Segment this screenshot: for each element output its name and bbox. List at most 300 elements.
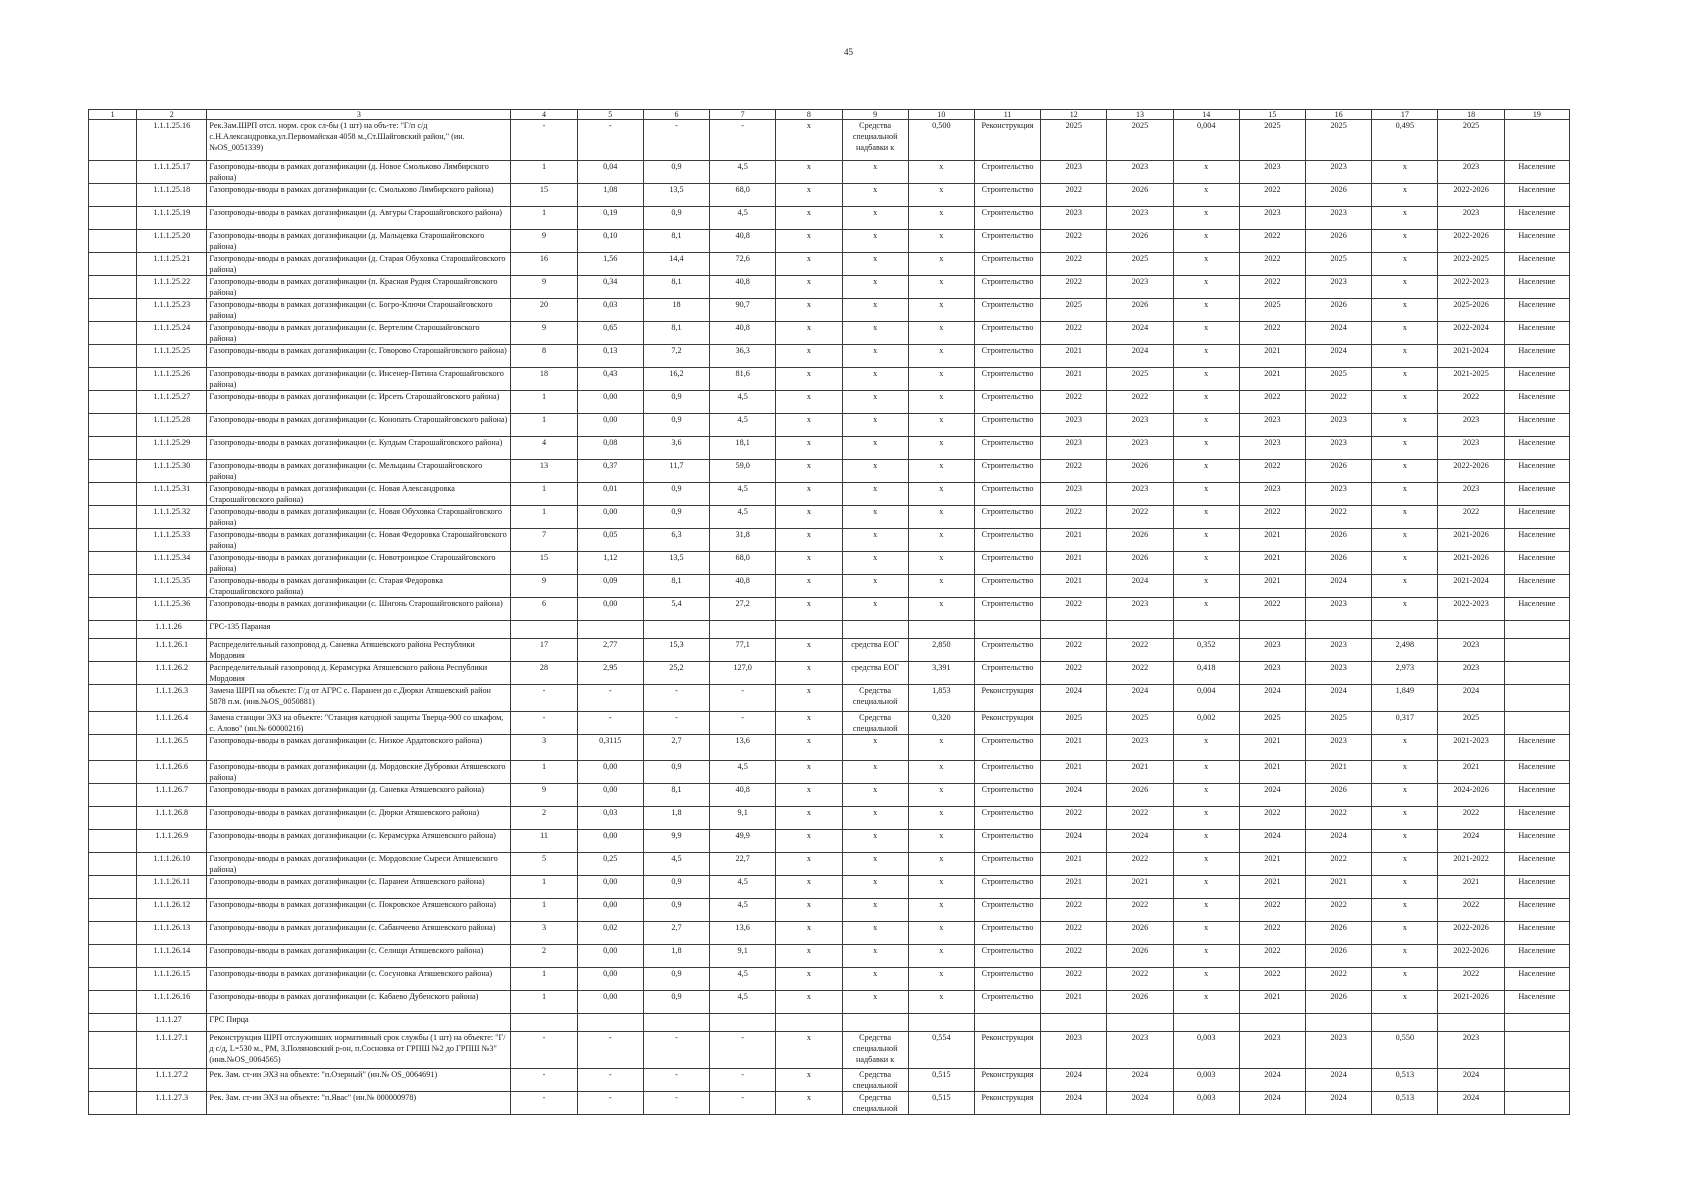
cell-code: 1.1.1.25.20 <box>137 230 207 253</box>
cell-beneficiary: Население <box>1504 230 1569 253</box>
cell-c5: - <box>577 120 643 161</box>
cell-c6: 8,1 <box>643 230 709 253</box>
table-row <box>89 299 1570 322</box>
cell-c17: x <box>1372 368 1438 391</box>
cell-c15: 2022 <box>1239 506 1305 529</box>
cell-c16: 2021 <box>1306 761 1372 784</box>
cell-c16: 2023 <box>1306 735 1372 761</box>
row-index-cell <box>89 161 137 184</box>
cell-c14: x <box>1173 184 1239 207</box>
cell-code: 1.1.1.26.14 <box>137 945 207 968</box>
table-row <box>89 639 1570 662</box>
cell-c5: 0,00 <box>577 391 643 414</box>
cell-c17: 2,498 <box>1372 639 1438 662</box>
cell-c8: x <box>776 161 842 184</box>
cell-c10: x <box>908 184 974 207</box>
row-index-cell <box>89 253 137 276</box>
cell-c15: 2024 <box>1239 784 1305 807</box>
cell-c4: 1 <box>511 506 577 529</box>
cell-c13: 2024 <box>1107 345 1173 368</box>
cell-c13: 2022 <box>1107 968 1173 991</box>
cell-c15: 2023 <box>1239 161 1305 184</box>
cell-c5: 0,37 <box>577 460 643 483</box>
cell-c6: - <box>643 712 709 735</box>
cell-c13: 2022 <box>1107 391 1173 414</box>
column-number-19: 19 <box>1504 110 1569 120</box>
cell-c8: x <box>776 322 842 345</box>
cell-c15: 2021 <box>1239 761 1305 784</box>
cell-c12: 2022 <box>1041 460 1107 483</box>
row-index-cell <box>89 506 137 529</box>
cell-period: 2023 <box>1438 639 1504 662</box>
cell-c14: x <box>1173 807 1239 830</box>
cell-funding-source: x <box>842 899 908 922</box>
cell-c17: x <box>1372 506 1438 529</box>
cell-beneficiary <box>1504 621 1569 639</box>
cell-c16: 2023 <box>1306 639 1372 662</box>
cell-c14: x <box>1173 899 1239 922</box>
row-index-cell <box>89 368 137 391</box>
cell-name: Газопроводы-вводы в рамках догазификации (с. Новая Федоровка Старошайговского района) <box>207 529 511 552</box>
cell-c15: 2021 <box>1239 991 1305 1014</box>
cell-c6: 7,2 <box>643 345 709 368</box>
cell-c7: 77,1 <box>710 639 776 662</box>
row-index-cell <box>89 876 137 899</box>
cell-c8: x <box>776 830 842 853</box>
cell-c14: x <box>1173 945 1239 968</box>
cell-c15: 2021 <box>1239 876 1305 899</box>
cell-c6: 0,9 <box>643 991 709 1014</box>
cell-funding-source: x <box>842 529 908 552</box>
cell-name: Газопроводы-вводы в рамках догазификации (с. Старая Федоровка Старошайговского района) <box>207 575 511 598</box>
cell-name: Газопроводы-вводы в рамках догазификации (с. Новая Александровка Старошайговского района) <box>207 483 511 506</box>
cell-c10: x <box>908 506 974 529</box>
investment-program-table <box>88 109 1570 1115</box>
cell-c4: 1 <box>511 207 577 230</box>
cell-c17: x <box>1372 876 1438 899</box>
cell-c16: 2023 <box>1306 437 1372 460</box>
cell-c7: 4,5 <box>710 391 776 414</box>
cell-work-type: Строительство <box>974 161 1040 184</box>
cell-c5: 0,34 <box>577 276 643 299</box>
cell-beneficiary: Население <box>1504 368 1569 391</box>
cell-c6: 1,8 <box>643 945 709 968</box>
cell-name: Газопроводы-вводы в рамках догазификации (с. Сосуновка Атяшевского района) <box>207 968 511 991</box>
table-row <box>89 230 1570 253</box>
cell-code: 1.1.1.25.29 <box>137 437 207 460</box>
cell-funding-source: x <box>842 414 908 437</box>
cell-c7: 81,6 <box>710 368 776 391</box>
cell-c8 <box>776 621 842 639</box>
cell-period <box>1438 1014 1504 1032</box>
cell-funding-source: Средства специальной надбавки к <box>842 1032 908 1069</box>
cell-c8: x <box>776 876 842 899</box>
cell-c17: x <box>1372 345 1438 368</box>
cell-period: 2022 <box>1438 899 1504 922</box>
cell-period: 2022 <box>1438 391 1504 414</box>
cell-c17: x <box>1372 529 1438 552</box>
table-row <box>89 345 1570 368</box>
cell-c10: 3,391 <box>908 662 974 685</box>
cell-c7: 49,9 <box>710 830 776 853</box>
cell-code: 1.1.1.25.35 <box>137 575 207 598</box>
cell-c16: 2025 <box>1306 253 1372 276</box>
cell-c5: - <box>577 1069 643 1092</box>
cell-c13: 2024 <box>1107 1092 1173 1115</box>
cell-c12: 2023 <box>1041 414 1107 437</box>
cell-period: 2022 <box>1438 807 1504 830</box>
cell-c15: 2022 <box>1239 253 1305 276</box>
cell-period: 2021 <box>1438 876 1504 899</box>
cell-c14: x <box>1173 207 1239 230</box>
cell-c14: x <box>1173 391 1239 414</box>
cell-period: 2024 <box>1438 685 1504 712</box>
cell-c15: 2022 <box>1239 391 1305 414</box>
cell-name: Газопроводы-вводы в рамках догазификации (с. Новотроицкое Старошайговского района) <box>207 552 511 575</box>
cell-c8: x <box>776 276 842 299</box>
cell-name: Газопроводы-вводы в рамках догазификации (с. Дюрки Атяшевского района) <box>207 807 511 830</box>
cell-c15: 2021 <box>1239 368 1305 391</box>
cell-period: 2023 <box>1438 207 1504 230</box>
cell-period: 2025 <box>1438 120 1504 161</box>
cell-c6: 0,9 <box>643 506 709 529</box>
cell-beneficiary <box>1504 120 1569 161</box>
table-row <box>89 120 1570 161</box>
cell-period: 2022-2026 <box>1438 230 1504 253</box>
cell-c6: 2,7 <box>643 922 709 945</box>
row-index-cell <box>89 922 137 945</box>
cell-c16: 2024 <box>1306 1069 1372 1092</box>
cell-c5: 0,00 <box>577 968 643 991</box>
cell-funding-source: x <box>842 945 908 968</box>
cell-name: Газопроводы-вводы в рамках догазификации (с. Кулдым Старошайговского района) <box>207 437 511 460</box>
cell-c7: - <box>710 1032 776 1069</box>
cell-c10: 0,515 <box>908 1069 974 1092</box>
cell-c5: 0,00 <box>577 414 643 437</box>
cell-period: 2024 <box>1438 1092 1504 1115</box>
cell-c15: 2023 <box>1239 483 1305 506</box>
cell-c14: x <box>1173 575 1239 598</box>
cell-c14: x <box>1173 552 1239 575</box>
column-number-11: 11 <box>974 110 1040 120</box>
column-number-2: 2 <box>137 110 207 120</box>
cell-c4: 1 <box>511 161 577 184</box>
cell-c14: x <box>1173 784 1239 807</box>
cell-c5: 0,00 <box>577 784 643 807</box>
cell-c16: 2023 <box>1306 207 1372 230</box>
table-row <box>89 414 1570 437</box>
cell-c6: 4,5 <box>643 853 709 876</box>
cell-c13: 2022 <box>1107 853 1173 876</box>
cell-c13: 2026 <box>1107 299 1173 322</box>
cell-period: 2021 <box>1438 761 1504 784</box>
cell-work-type: Строительство <box>974 552 1040 575</box>
cell-c12: 2021 <box>1041 853 1107 876</box>
cell-c7: 4,5 <box>710 876 776 899</box>
cell-c5: 0,00 <box>577 506 643 529</box>
cell-c13: 2026 <box>1107 552 1173 575</box>
cell-code: 1.1.1.25.32 <box>137 506 207 529</box>
cell-beneficiary: Население <box>1504 899 1569 922</box>
cell-beneficiary: Население <box>1504 253 1569 276</box>
cell-c10: x <box>908 460 974 483</box>
cell-c8: x <box>776 207 842 230</box>
cell-funding-source: Средства специальной <box>842 712 908 735</box>
cell-c6: 11,7 <box>643 460 709 483</box>
table-row <box>89 483 1570 506</box>
cell-work-type: Строительство <box>974 391 1040 414</box>
cell-c16: 2026 <box>1306 945 1372 968</box>
cell-c16: 2026 <box>1306 922 1372 945</box>
row-index-cell <box>89 1069 137 1092</box>
cell-c8: x <box>776 1032 842 1069</box>
cell-c12: 2022 <box>1041 322 1107 345</box>
cell-c7: 40,8 <box>710 322 776 345</box>
column-number-4: 4 <box>511 110 577 120</box>
cell-funding-source: x <box>842 345 908 368</box>
cell-c5: - <box>577 1092 643 1115</box>
cell-c7 <box>710 621 776 639</box>
cell-c4: - <box>511 1092 577 1115</box>
cell-code: 1.1.1.25.18 <box>137 184 207 207</box>
cell-c7: 68,0 <box>710 552 776 575</box>
cell-c17: x <box>1372 253 1438 276</box>
cell-c10 <box>908 621 974 639</box>
column-number-13: 13 <box>1107 110 1173 120</box>
cell-c5: 2,77 <box>577 639 643 662</box>
cell-c16: 2024 <box>1306 345 1372 368</box>
cell-c16: 2024 <box>1306 685 1372 712</box>
cell-c5: 0,65 <box>577 322 643 345</box>
cell-c7: 4,5 <box>710 483 776 506</box>
cell-c6: 6,3 <box>643 529 709 552</box>
cell-c8: x <box>776 922 842 945</box>
cell-c4: 2 <box>511 945 577 968</box>
cell-c15: 2023 <box>1239 662 1305 685</box>
cell-c17: x <box>1372 784 1438 807</box>
cell-c10: x <box>908 735 974 761</box>
cell-funding-source: x <box>842 552 908 575</box>
cell-work-type: Строительство <box>974 598 1040 621</box>
cell-c12: 2021 <box>1041 991 1107 1014</box>
row-index-cell <box>89 184 137 207</box>
cell-c7: 13,6 <box>710 735 776 761</box>
cell-c12: 2022 <box>1041 899 1107 922</box>
cell-code: 1.1.1.27.1 <box>137 1032 207 1069</box>
row-index-cell <box>89 830 137 853</box>
cell-beneficiary: Население <box>1504 391 1569 414</box>
cell-work-type: Строительство <box>974 483 1040 506</box>
cell-name: Газопроводы-вводы в рамках догазификации (д. Саневка Атяшевского района) <box>207 784 511 807</box>
cell-c8: x <box>776 945 842 968</box>
cell-c6: 0,9 <box>643 899 709 922</box>
cell-beneficiary: Население <box>1504 529 1569 552</box>
cell-work-type: Строительство <box>974 460 1040 483</box>
cell-c7: 4,5 <box>710 506 776 529</box>
cell-c4: 1 <box>511 391 577 414</box>
cell-c7: - <box>710 712 776 735</box>
cell-c7: - <box>710 685 776 712</box>
cell-c4: 1 <box>511 991 577 1014</box>
cell-name: Газопроводы-вводы в рамках догазификации (с. Селищи Атяшевского района) <box>207 945 511 968</box>
cell-c6: 25,2 <box>643 662 709 685</box>
cell-c14: x <box>1173 483 1239 506</box>
cell-c16: 2024 <box>1306 575 1372 598</box>
cell-c13: 2023 <box>1107 161 1173 184</box>
cell-name: Газопроводы-вводы в рамках догазификации (с. Керамсурка Атяшевского района) <box>207 830 511 853</box>
cell-c5: 1,12 <box>577 552 643 575</box>
cell-c14: 0,352 <box>1173 639 1239 662</box>
cell-c4: 1 <box>511 899 577 922</box>
cell-c17: x <box>1372 322 1438 345</box>
cell-c10: x <box>908 345 974 368</box>
table-row <box>89 968 1570 991</box>
cell-funding-source: средства ЕОГ <box>842 662 908 685</box>
cell-c10: 0,515 <box>908 1092 974 1115</box>
cell-beneficiary <box>1504 1069 1569 1092</box>
cell-c12: 2022 <box>1041 639 1107 662</box>
cell-c12: 2023 <box>1041 437 1107 460</box>
cell-c7: 22,7 <box>710 853 776 876</box>
cell-c14: 0,004 <box>1173 120 1239 161</box>
cell-c14: x <box>1173 761 1239 784</box>
cell-beneficiary: Население <box>1504 922 1569 945</box>
table-row <box>89 506 1570 529</box>
cell-c7: 27,2 <box>710 598 776 621</box>
cell-c14 <box>1173 1014 1239 1032</box>
column-number-12: 12 <box>1041 110 1107 120</box>
cell-c7: 40,8 <box>710 575 776 598</box>
cell-c7: 72,6 <box>710 253 776 276</box>
cell-c4 <box>511 621 577 639</box>
cell-funding-source: x <box>842 161 908 184</box>
cell-c16: 2021 <box>1306 876 1372 899</box>
cell-c17: x <box>1372 207 1438 230</box>
cell-c10: x <box>908 853 974 876</box>
cell-c4: 11 <box>511 830 577 853</box>
cell-code: 1.1.1.26.8 <box>137 807 207 830</box>
cell-c8: x <box>776 483 842 506</box>
row-index-cell <box>89 483 137 506</box>
cell-c14 <box>1173 621 1239 639</box>
cell-c10: x <box>908 529 974 552</box>
cell-c13: 2024 <box>1107 1069 1173 1092</box>
cell-c14: x <box>1173 735 1239 761</box>
cell-c13: 2026 <box>1107 460 1173 483</box>
cell-c15: 2023 <box>1239 437 1305 460</box>
cell-c15: 2021 <box>1239 735 1305 761</box>
cell-c12: 2022 <box>1041 922 1107 945</box>
cell-c4: 9 <box>511 276 577 299</box>
cell-period: 2025-2026 <box>1438 299 1504 322</box>
cell-c12: 2021 <box>1041 735 1107 761</box>
cell-code: 1.1.1.25.22 <box>137 276 207 299</box>
cell-period: 2021-2026 <box>1438 552 1504 575</box>
cell-name: Газопроводы-вводы в рамках догазификации (с. Ирсеть Старошайговского района) <box>207 391 511 414</box>
cell-c12: 2022 <box>1041 276 1107 299</box>
cell-c6 <box>643 621 709 639</box>
column-number-9: 9 <box>842 110 908 120</box>
cell-c4: 18 <box>511 368 577 391</box>
cell-c15: 2022 <box>1239 807 1305 830</box>
cell-code: 1.1.1.26.3 <box>137 685 207 712</box>
cell-c13: 2024 <box>1107 322 1173 345</box>
cell-c4: 1 <box>511 761 577 784</box>
cell-c13 <box>1107 1014 1173 1032</box>
cell-c10: x <box>908 230 974 253</box>
cell-c4: - <box>511 120 577 161</box>
cell-c10: 2,850 <box>908 639 974 662</box>
row-index-cell <box>89 460 137 483</box>
cell-name: Замена ШРП на объекте: Г/д от АГРС с. Паранеи до с.Дюрки Атяшевский район 5878 п.м. (инв.№OS_0050881) <box>207 685 511 712</box>
row-index-cell <box>89 639 137 662</box>
cell-c13: 2024 <box>1107 830 1173 853</box>
cell-c15: 2022 <box>1239 184 1305 207</box>
row-index-cell <box>89 120 137 161</box>
cell-c10: x <box>908 299 974 322</box>
cell-code: 1.1.1.27.2 <box>137 1069 207 1092</box>
cell-c14: x <box>1173 876 1239 899</box>
cell-period: 2022-2026 <box>1438 184 1504 207</box>
cell-c15: 2021 <box>1239 575 1305 598</box>
cell-c7: 31,8 <box>710 529 776 552</box>
cell-c14: x <box>1173 830 1239 853</box>
cell-c8: x <box>776 735 842 761</box>
cell-c4: 6 <box>511 598 577 621</box>
cell-code: 1.1.1.26.10 <box>137 853 207 876</box>
cell-code: 1.1.1.25.27 <box>137 391 207 414</box>
cell-c10: x <box>908 552 974 575</box>
cell-c17: x <box>1372 460 1438 483</box>
cell-code: 1.1.1.26.6 <box>137 761 207 784</box>
cell-c5: 0,00 <box>577 761 643 784</box>
table-row <box>89 207 1570 230</box>
cell-c14: 0,002 <box>1173 712 1239 735</box>
cell-work-type: Строительство <box>974 830 1040 853</box>
cell-c13: 2022 <box>1107 807 1173 830</box>
cell-c4: 5 <box>511 853 577 876</box>
cell-c6: 13,5 <box>643 552 709 575</box>
cell-c17: x <box>1372 414 1438 437</box>
cell-c16: 2023 <box>1306 276 1372 299</box>
row-index-cell <box>89 230 137 253</box>
cell-c4: 9 <box>511 575 577 598</box>
cell-c6: 8,1 <box>643 784 709 807</box>
cell-c15: 2022 <box>1239 968 1305 991</box>
table-row <box>89 807 1570 830</box>
table-row <box>89 991 1570 1014</box>
cell-c16: 2024 <box>1306 1092 1372 1115</box>
cell-c12: 2023 <box>1041 1032 1107 1069</box>
table-row <box>89 712 1570 735</box>
cell-work-type: Строительство <box>974 414 1040 437</box>
table-row <box>89 575 1570 598</box>
row-index-cell <box>89 784 137 807</box>
cell-beneficiary: Население <box>1504 460 1569 483</box>
cell-c13: 2022 <box>1107 506 1173 529</box>
row-index-cell <box>89 807 137 830</box>
cell-c5: - <box>577 1032 643 1069</box>
row-index-cell <box>89 345 137 368</box>
cell-c16: 2025 <box>1306 712 1372 735</box>
cell-c13: 2023 <box>1107 414 1173 437</box>
cell-c15: 2022 <box>1239 276 1305 299</box>
column-number-row <box>89 110 1570 120</box>
cell-beneficiary: Население <box>1504 575 1569 598</box>
cell-c17: x <box>1372 437 1438 460</box>
cell-work-type: Строительство <box>974 322 1040 345</box>
cell-c7: 4,5 <box>710 414 776 437</box>
